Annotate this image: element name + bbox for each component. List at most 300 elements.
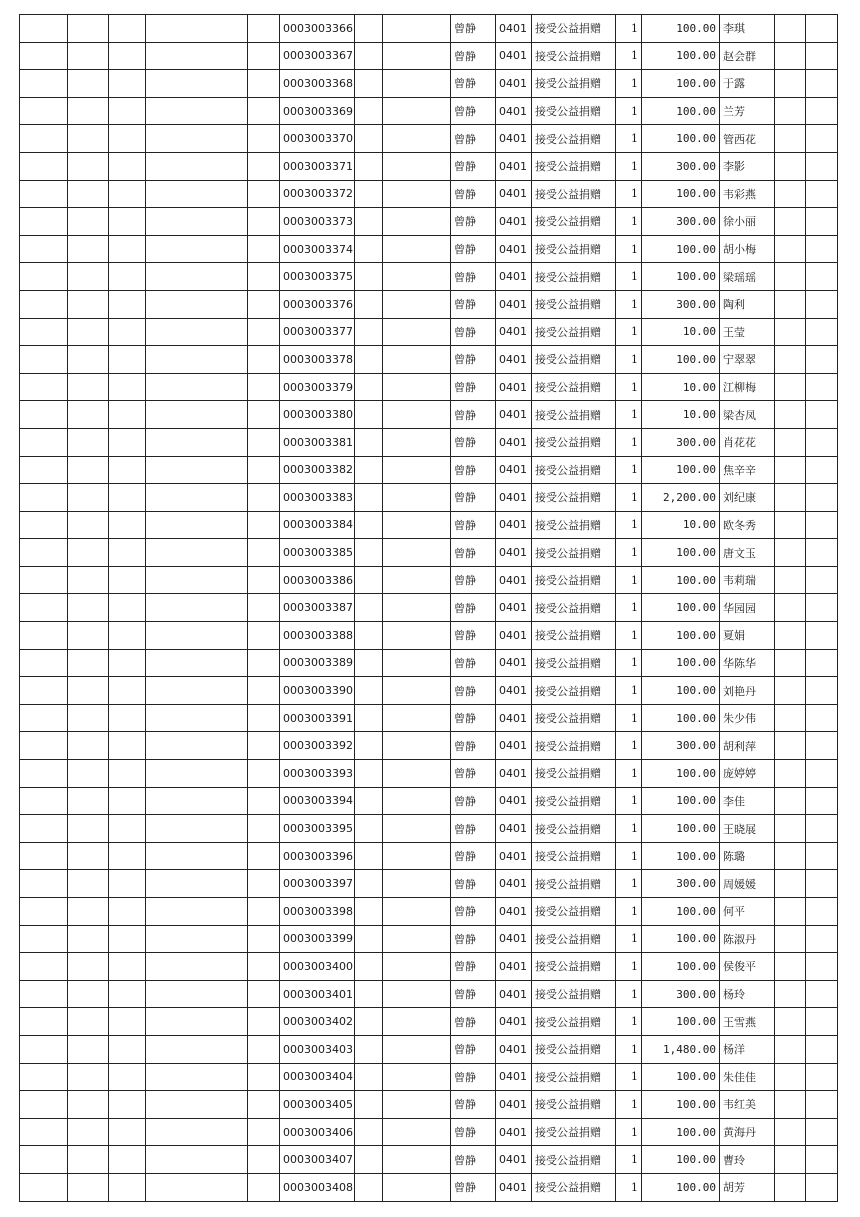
donation-type-cell: 接受公益捐赠 <box>532 566 616 594</box>
empty-cell <box>68 649 109 677</box>
empty-cell <box>248 180 280 208</box>
empty-cell <box>146 1091 248 1119</box>
table-row <box>20 1146 838 1174</box>
empty-cell <box>806 704 838 732</box>
empty-cell <box>806 208 838 236</box>
empty-cell <box>775 953 806 981</box>
empty-cell <box>68 1118 109 1146</box>
empty-cell <box>109 15 146 43</box>
operator-name-cell: 曾静 <box>451 346 496 374</box>
category-code-cell: 0401 <box>496 1008 532 1036</box>
operator-name-cell: 曾静 <box>451 870 496 898</box>
empty-cell <box>68 925 109 953</box>
category-code-cell: 0401 <box>496 1035 532 1063</box>
empty-cell <box>248 208 280 236</box>
empty-cell <box>775 1173 806 1201</box>
quantity-cell: 1 <box>616 318 642 346</box>
donor-name-cell: 何平 <box>720 898 775 926</box>
operator-name-cell: 曾静 <box>451 1035 496 1063</box>
category-code-cell: 0401 <box>496 318 532 346</box>
donor-name-cell: 肖花花 <box>720 428 775 456</box>
empty-cell <box>355 428 383 456</box>
amount-cell: 300.00 <box>642 870 720 898</box>
empty-cell <box>806 594 838 622</box>
donation-type-cell: 接受公益捐赠 <box>532 456 616 484</box>
category-code-cell: 0401 <box>496 594 532 622</box>
table-row <box>20 373 838 401</box>
amount-cell: 300.00 <box>642 428 720 456</box>
receipt-number-cell: 0003003398 <box>280 898 355 926</box>
empty-cell <box>383 263 451 291</box>
empty-cell <box>20 1063 68 1091</box>
empty-cell <box>146 125 248 153</box>
operator-name-cell: 曾静 <box>451 566 496 594</box>
empty-cell <box>248 815 280 843</box>
amount-cell: 100.00 <box>642 263 720 291</box>
empty-cell <box>355 732 383 760</box>
empty-cell <box>68 263 109 291</box>
empty-cell <box>68 677 109 705</box>
empty-cell <box>383 815 451 843</box>
amount-cell: 2,200.00 <box>642 484 720 512</box>
donation-type-cell: 接受公益捐赠 <box>532 898 616 926</box>
donation-type-cell: 接受公益捐赠 <box>532 1118 616 1146</box>
empty-cell <box>20 428 68 456</box>
operator-name-cell: 曾静 <box>451 787 496 815</box>
empty-cell <box>68 401 109 429</box>
empty-cell <box>806 732 838 760</box>
table-row <box>20 401 838 429</box>
amount-cell: 100.00 <box>642 42 720 70</box>
category-code-cell: 0401 <box>496 704 532 732</box>
table-row <box>20 235 838 263</box>
empty-cell <box>806 373 838 401</box>
empty-cell <box>248 1035 280 1063</box>
empty-cell <box>248 953 280 981</box>
donation-type-cell: 接受公益捐赠 <box>532 152 616 180</box>
operator-name-cell: 曾静 <box>451 953 496 981</box>
donor-name-cell: 李琪 <box>720 15 775 43</box>
donor-name-cell: 侯俊平 <box>720 953 775 981</box>
donation-type-cell: 接受公益捐赠 <box>532 649 616 677</box>
operator-name-cell: 曾静 <box>451 97 496 125</box>
empty-cell <box>248 760 280 788</box>
receipt-number-cell: 0003003393 <box>280 760 355 788</box>
amount-cell: 10.00 <box>642 318 720 346</box>
empty-cell <box>355 511 383 539</box>
empty-cell <box>775 346 806 374</box>
empty-cell <box>20 1091 68 1119</box>
empty-cell <box>248 152 280 180</box>
donor-name-cell: 王雪燕 <box>720 1008 775 1036</box>
donation-type-cell: 接受公益捐赠 <box>532 1146 616 1174</box>
donation-type-cell: 接受公益捐赠 <box>532 732 616 760</box>
table-row <box>20 208 838 236</box>
empty-cell <box>383 1063 451 1091</box>
table-row <box>20 152 838 180</box>
amount-cell: 300.00 <box>642 152 720 180</box>
empty-cell <box>146 1146 248 1174</box>
empty-cell <box>20 1173 68 1201</box>
amount-cell: 100.00 <box>642 235 720 263</box>
amount-cell: 300.00 <box>642 732 720 760</box>
empty-cell <box>248 732 280 760</box>
empty-cell <box>68 318 109 346</box>
quantity-cell: 1 <box>616 15 642 43</box>
empty-cell <box>806 622 838 650</box>
category-code-cell: 0401 <box>496 511 532 539</box>
donor-name-cell: 李影 <box>720 152 775 180</box>
receipt-number-cell: 0003003394 <box>280 787 355 815</box>
empty-cell <box>20 70 68 98</box>
empty-cell <box>68 1035 109 1063</box>
category-code-cell: 0401 <box>496 152 532 180</box>
empty-cell <box>383 235 451 263</box>
table-row <box>20 677 838 705</box>
operator-name-cell: 曾静 <box>451 511 496 539</box>
donor-name-cell: 胡利萍 <box>720 732 775 760</box>
donor-name-cell: 胡小梅 <box>720 235 775 263</box>
donor-name-cell: 兰芳 <box>720 97 775 125</box>
empty-cell <box>355 401 383 429</box>
empty-cell <box>383 318 451 346</box>
donor-name-cell: 刘纪康 <box>720 484 775 512</box>
donation-type-cell: 接受公益捐赠 <box>532 704 616 732</box>
empty-cell <box>383 1035 451 1063</box>
operator-name-cell: 曾静 <box>451 925 496 953</box>
quantity-cell: 1 <box>616 649 642 677</box>
amount-cell: 100.00 <box>642 97 720 125</box>
empty-cell <box>806 1008 838 1036</box>
quantity-cell: 1 <box>616 622 642 650</box>
empty-cell <box>146 152 248 180</box>
empty-cell <box>109 870 146 898</box>
quantity-cell: 1 <box>616 125 642 153</box>
empty-cell <box>806 787 838 815</box>
receipt-number-cell: 0003003383 <box>280 484 355 512</box>
table-row <box>20 787 838 815</box>
empty-cell <box>806 1091 838 1119</box>
empty-cell <box>355 980 383 1008</box>
quantity-cell: 1 <box>616 428 642 456</box>
empty-cell <box>68 980 109 1008</box>
empty-cell <box>248 263 280 291</box>
empty-cell <box>248 787 280 815</box>
operator-name-cell: 曾静 <box>451 1173 496 1201</box>
empty-cell <box>248 456 280 484</box>
empty-cell <box>248 1091 280 1119</box>
empty-cell <box>383 870 451 898</box>
empty-cell <box>68 70 109 98</box>
category-code-cell: 0401 <box>496 815 532 843</box>
operator-name-cell: 曾静 <box>451 1146 496 1174</box>
empty-cell <box>109 539 146 567</box>
quantity-cell: 1 <box>616 208 642 236</box>
empty-cell <box>355 925 383 953</box>
amount-cell: 100.00 <box>642 1118 720 1146</box>
empty-cell <box>806 815 838 843</box>
quantity-cell: 1 <box>616 925 642 953</box>
empty-cell <box>806 980 838 1008</box>
table-row <box>20 70 838 98</box>
empty-cell <box>68 842 109 870</box>
empty-cell <box>383 953 451 981</box>
empty-cell <box>775 787 806 815</box>
operator-name-cell: 曾静 <box>451 1091 496 1119</box>
donor-name-cell: 李佳 <box>720 787 775 815</box>
empty-cell <box>109 1035 146 1063</box>
quantity-cell: 1 <box>616 815 642 843</box>
operator-name-cell: 曾静 <box>451 980 496 1008</box>
empty-cell <box>775 649 806 677</box>
empty-cell <box>775 318 806 346</box>
table-row <box>20 539 838 567</box>
receipt-number-cell: 0003003377 <box>280 318 355 346</box>
empty-cell <box>775 594 806 622</box>
table-row <box>20 925 838 953</box>
empty-cell <box>383 1173 451 1201</box>
empty-cell <box>109 1091 146 1119</box>
empty-cell <box>806 456 838 484</box>
empty-cell <box>775 1146 806 1174</box>
empty-cell <box>20 1118 68 1146</box>
donation-type-cell: 接受公益捐赠 <box>532 42 616 70</box>
table-row <box>20 760 838 788</box>
empty-cell <box>248 511 280 539</box>
empty-cell <box>355 898 383 926</box>
receipt-number-cell: 0003003400 <box>280 953 355 981</box>
empty-cell <box>146 566 248 594</box>
empty-cell <box>355 787 383 815</box>
operator-name-cell: 曾静 <box>451 318 496 346</box>
empty-cell <box>775 263 806 291</box>
empty-cell <box>775 539 806 567</box>
table-row <box>20 15 838 43</box>
empty-cell <box>68 1173 109 1201</box>
amount-cell: 100.00 <box>642 649 720 677</box>
empty-cell <box>146 15 248 43</box>
empty-cell <box>775 456 806 484</box>
empty-cell <box>383 594 451 622</box>
quantity-cell: 1 <box>616 760 642 788</box>
category-code-cell: 0401 <box>496 484 532 512</box>
operator-name-cell: 曾静 <box>451 677 496 705</box>
amount-cell: 100.00 <box>642 815 720 843</box>
table-row <box>20 263 838 291</box>
quantity-cell: 1 <box>616 787 642 815</box>
operator-name-cell: 曾静 <box>451 1118 496 1146</box>
empty-cell <box>68 346 109 374</box>
empty-cell <box>775 870 806 898</box>
empty-cell <box>68 484 109 512</box>
category-code-cell: 0401 <box>496 180 532 208</box>
empty-cell <box>146 760 248 788</box>
donor-name-cell: 焦辛辛 <box>720 456 775 484</box>
operator-name-cell: 曾静 <box>451 263 496 291</box>
empty-cell <box>20 1008 68 1036</box>
category-code-cell: 0401 <box>496 787 532 815</box>
empty-cell <box>20 152 68 180</box>
empty-cell <box>806 925 838 953</box>
empty-cell <box>775 732 806 760</box>
empty-cell <box>775 677 806 705</box>
empty-cell <box>68 97 109 125</box>
category-code-cell: 0401 <box>496 870 532 898</box>
receipt-number-cell: 0003003395 <box>280 815 355 843</box>
table-row <box>20 815 838 843</box>
category-code-cell: 0401 <box>496 208 532 236</box>
donor-name-cell: 欧冬秀 <box>720 511 775 539</box>
empty-cell <box>248 649 280 677</box>
empty-cell <box>68 290 109 318</box>
empty-cell <box>146 428 248 456</box>
donor-name-cell: 江柳梅 <box>720 373 775 401</box>
empty-cell <box>806 677 838 705</box>
empty-cell <box>68 1063 109 1091</box>
operator-name-cell: 曾静 <box>451 1008 496 1036</box>
donation-type-cell: 接受公益捐赠 <box>532 1091 616 1119</box>
empty-cell <box>109 70 146 98</box>
empty-cell <box>355 1063 383 1091</box>
receipt-number-cell: 0003003404 <box>280 1063 355 1091</box>
amount-cell: 100.00 <box>642 1008 720 1036</box>
receipt-number-cell: 0003003376 <box>280 290 355 318</box>
operator-name-cell: 曾静 <box>451 290 496 318</box>
donation-type-cell: 接受公益捐赠 <box>532 70 616 98</box>
empty-cell <box>775 208 806 236</box>
empty-cell <box>146 318 248 346</box>
donor-name-cell: 于露 <box>720 70 775 98</box>
donor-name-cell: 唐文玉 <box>720 539 775 567</box>
donor-name-cell: 王莹 <box>720 318 775 346</box>
receipt-number-cell: 0003003370 <box>280 125 355 153</box>
empty-cell <box>775 15 806 43</box>
amount-cell: 100.00 <box>642 925 720 953</box>
empty-cell <box>355 1173 383 1201</box>
amount-cell: 100.00 <box>642 842 720 870</box>
empty-cell <box>248 870 280 898</box>
empty-cell <box>248 1063 280 1091</box>
empty-cell <box>146 925 248 953</box>
category-code-cell: 0401 <box>496 401 532 429</box>
empty-cell <box>355 318 383 346</box>
donor-name-cell: 朱佳佳 <box>720 1063 775 1091</box>
empty-cell <box>68 125 109 153</box>
empty-cell <box>20 346 68 374</box>
empty-cell <box>806 125 838 153</box>
amount-cell: 100.00 <box>642 1063 720 1091</box>
empty-cell <box>20 318 68 346</box>
empty-cell <box>383 980 451 1008</box>
empty-cell <box>248 925 280 953</box>
amount-cell: 100.00 <box>642 70 720 98</box>
empty-cell <box>383 125 451 153</box>
quantity-cell: 1 <box>616 1008 642 1036</box>
empty-cell <box>109 208 146 236</box>
amount-cell: 100.00 <box>642 704 720 732</box>
donation-type-cell: 接受公益捐赠 <box>532 346 616 374</box>
donation-ledger-table <box>19 14 838 1202</box>
empty-cell <box>109 235 146 263</box>
donation-type-cell: 接受公益捐赠 <box>532 97 616 125</box>
quantity-cell: 1 <box>616 980 642 1008</box>
empty-cell <box>806 511 838 539</box>
amount-cell: 1,480.00 <box>642 1035 720 1063</box>
empty-cell <box>68 566 109 594</box>
amount-cell: 100.00 <box>642 15 720 43</box>
empty-cell <box>806 1146 838 1174</box>
empty-cell <box>146 1173 248 1201</box>
table-row <box>20 318 838 346</box>
empty-cell <box>248 15 280 43</box>
empty-cell <box>146 373 248 401</box>
empty-cell <box>806 842 838 870</box>
empty-cell <box>20 732 68 760</box>
empty-cell <box>383 346 451 374</box>
empty-cell <box>68 428 109 456</box>
category-code-cell: 0401 <box>496 980 532 1008</box>
empty-cell <box>146 1063 248 1091</box>
empty-cell <box>20 649 68 677</box>
receipt-number-cell: 0003003375 <box>280 263 355 291</box>
donor-name-cell: 徐小丽 <box>720 208 775 236</box>
empty-cell <box>806 566 838 594</box>
empty-cell <box>109 566 146 594</box>
empty-cell <box>109 1008 146 1036</box>
empty-cell <box>248 318 280 346</box>
receipt-number-cell: 0003003367 <box>280 42 355 70</box>
empty-cell <box>68 180 109 208</box>
empty-cell <box>248 428 280 456</box>
quantity-cell: 1 <box>616 263 642 291</box>
quantity-cell: 1 <box>616 539 642 567</box>
table-row <box>20 484 838 512</box>
operator-name-cell: 曾静 <box>451 622 496 650</box>
donation-type-cell: 接受公益捐赠 <box>532 208 616 236</box>
quantity-cell: 1 <box>616 511 642 539</box>
empty-cell <box>383 842 451 870</box>
empty-cell <box>248 42 280 70</box>
empty-cell <box>109 428 146 456</box>
empty-cell <box>775 125 806 153</box>
empty-cell <box>68 815 109 843</box>
donation-type-cell: 接受公益捐赠 <box>532 980 616 1008</box>
empty-cell <box>355 1118 383 1146</box>
operator-name-cell: 曾静 <box>451 456 496 484</box>
category-code-cell: 0401 <box>496 566 532 594</box>
empty-cell <box>248 97 280 125</box>
operator-name-cell: 曾静 <box>451 704 496 732</box>
table-row <box>20 1173 838 1201</box>
operator-name-cell: 曾静 <box>451 15 496 43</box>
empty-cell <box>383 898 451 926</box>
category-code-cell: 0401 <box>496 373 532 401</box>
empty-cell <box>355 263 383 291</box>
empty-cell <box>109 125 146 153</box>
empty-cell <box>20 484 68 512</box>
table-row <box>20 42 838 70</box>
donation-type-cell: 接受公益捐赠 <box>532 760 616 788</box>
operator-name-cell: 曾静 <box>451 180 496 208</box>
amount-cell: 100.00 <box>642 898 720 926</box>
empty-cell <box>20 1146 68 1174</box>
empty-cell <box>109 152 146 180</box>
donation-type-cell: 接受公益捐赠 <box>532 787 616 815</box>
empty-cell <box>109 373 146 401</box>
empty-cell <box>146 456 248 484</box>
category-code-cell: 0401 <box>496 42 532 70</box>
empty-cell <box>355 373 383 401</box>
